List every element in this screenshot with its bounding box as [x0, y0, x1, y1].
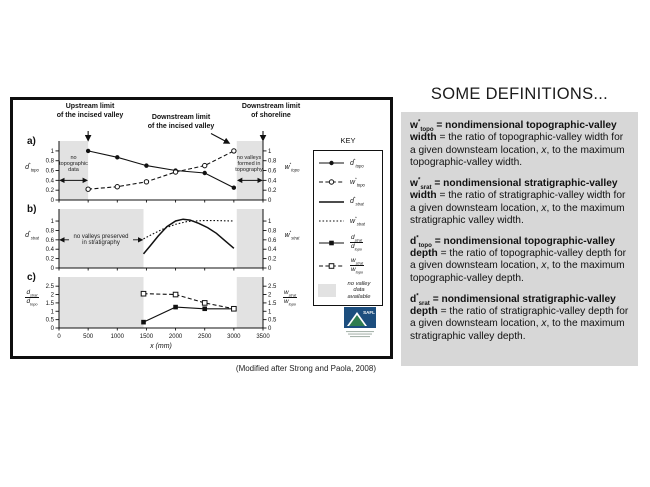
- key-entry-label: $d^*_{topo}$: [350, 157, 364, 168]
- no-data-swatch: [318, 284, 336, 297]
- key-line-sample: [318, 237, 345, 249]
- svg-text:1: 1: [268, 148, 272, 155]
- definition-item: $w^*_{topo}$ = nondimensional topographic-valley width = the ratio of topographic-valley width for a given downsteam location, x, to the maximum topographic-valley width.: [410, 118, 625, 169]
- logo-caption-line: [350, 336, 370, 337]
- series-d-strat-d-topo: [144, 307, 234, 322]
- key-entry-label: $d_{strat}$ $d_{topo}$: [351, 233, 363, 251]
- no-data-note: no valleys formed in topography: [235, 155, 263, 174]
- key-line-sample: [318, 157, 345, 169]
- key-entry-label: $d^*_{strat}$: [350, 196, 364, 207]
- figure-annotation: Upstream limit of the incised valley: [56, 103, 124, 119]
- series-d-topo: [88, 151, 234, 188]
- svg-text:0: 0: [268, 198, 272, 204]
- svg-text:500: 500: [83, 334, 94, 340]
- svg-text:0.4: 0.4: [268, 247, 277, 254]
- panel-letter: c): [27, 272, 36, 283]
- svg-text:0: 0: [57, 334, 61, 340]
- svg-text:1: 1: [268, 219, 272, 226]
- svg-text:3000: 3000: [227, 334, 241, 340]
- figure-annotation: Downstream limit of shoreline: [241, 103, 301, 119]
- definition-item: $d^*_{topo}$ = nondimensional topographic-valley depth = the ratio of topographic-valley depth for a given downsteam location, x, to the maximum topographic-valley depth.: [410, 234, 627, 284]
- svg-text:2000: 2000: [168, 334, 183, 340]
- safl-logo-text: SAFL: [363, 310, 375, 315]
- svg-text:0: 0: [50, 198, 54, 204]
- logo-caption-line: [346, 331, 374, 332]
- figure-citation: (Modified after Strong and Paola, 2008): [235, 364, 376, 373]
- series-w-strat-w-topo: [144, 294, 234, 309]
- key-line-sample: [318, 176, 345, 188]
- figure-panel: [10, 97, 393, 359]
- right-axis-label: $w^*_{topo}$: [284, 161, 300, 173]
- key-entry: [318, 157, 379, 169]
- key-entry: [318, 281, 379, 300]
- key-entry-label: $w^*_{topo}$: [350, 176, 365, 188]
- right-axis-label: $w_{strat}$ $w_{topo}$: [283, 289, 297, 306]
- series-w-topo: [88, 151, 234, 189]
- svg-text:1: 1: [268, 309, 272, 316]
- svg-text:2.5: 2.5: [45, 284, 54, 291]
- key-title: KEY: [340, 136, 356, 145]
- left-axis-label: $d^*_{topo}$: [25, 161, 39, 173]
- svg-text:2: 2: [50, 292, 54, 299]
- key-entry-label: no valley data available: [347, 280, 371, 300]
- key-entry: [318, 258, 379, 273]
- panel-c: [46, 277, 277, 350]
- svg-text:2500: 2500: [198, 334, 212, 340]
- svg-text:2: 2: [268, 292, 272, 299]
- svg-text:0.6: 0.6: [45, 168, 54, 175]
- panel-letter: b): [27, 204, 37, 215]
- key-line-sample: [318, 196, 345, 208]
- svg-text:0.8: 0.8: [45, 158, 54, 165]
- svg-text:1.5: 1.5: [45, 300, 54, 307]
- safl-logo: [341, 306, 379, 342]
- svg-text:0: 0: [268, 326, 272, 332]
- svg-text:0.4: 0.4: [45, 178, 54, 185]
- svg-text:0.8: 0.8: [268, 228, 277, 235]
- left-axis-label: $d^*_{strat}$: [25, 229, 39, 241]
- key-line-sample: [318, 215, 345, 227]
- panel-letter: a): [27, 136, 36, 147]
- svg-text:0.2: 0.2: [45, 188, 54, 195]
- key-entry: [318, 176, 379, 188]
- no-data-note: no topographic data: [59, 155, 88, 174]
- svg-text:0.5: 0.5: [45, 317, 54, 324]
- right-axis-label: $w^*_{strat}$: [284, 229, 300, 241]
- definition-item: $d^*_{srat}$ = nondimensional stratigraphic-valley depth = the ratio of stratigraphic-valley depth for a given downsteam location, x, to the maximum stratigraphic valley depth.: [410, 292, 629, 342]
- svg-text:1: 1: [50, 309, 54, 316]
- svg-text:0.5: 0.5: [268, 317, 277, 324]
- svg-text:0.6: 0.6: [268, 237, 277, 244]
- key-legend: [313, 150, 383, 306]
- svg-text:0.4: 0.4: [268, 178, 277, 185]
- svg-text:1: 1: [50, 219, 54, 226]
- definitions-panel: [401, 112, 638, 366]
- svg-text:0: 0: [50, 266, 54, 272]
- figure-annotation: Downstream limit of the incised valley: [147, 114, 215, 130]
- definitions-title: SOME DEFINITIONS...: [430, 85, 609, 103]
- svg-text:0: 0: [50, 326, 54, 332]
- key-entry: [318, 215, 379, 227]
- svg-text:0.6: 0.6: [268, 168, 277, 175]
- key-entry: [318, 235, 379, 250]
- svg-text:0.2: 0.2: [45, 256, 54, 263]
- svg-text:0.2: 0.2: [268, 188, 277, 195]
- definition-item: $w^*_{srat}$ = nondimensional stratigraphic-valley width = the ratio of stratigraphic-valley width for a given downsteam location, x, to the maximum stratigraphic valley width.: [410, 176, 626, 226]
- svg-text:0.4: 0.4: [45, 247, 54, 254]
- svg-text:1: 1: [50, 148, 54, 155]
- svg-text:1000: 1000: [110, 334, 124, 340]
- svg-text:0: 0: [268, 266, 272, 272]
- svg-text:0.2: 0.2: [268, 256, 277, 263]
- svg-text:0.8: 0.8: [45, 228, 54, 235]
- logo-caption-line: [348, 334, 372, 335]
- svg-text:1.5: 1.5: [268, 300, 277, 307]
- key-entry-label: $w^*_{strat}$: [350, 215, 365, 227]
- svg-text:0.6: 0.6: [45, 237, 54, 244]
- left-axis-label: $d_{strat}$ $d_{topo}$: [26, 289, 38, 306]
- key-line-sample: [318, 260, 345, 272]
- svg-text:3500: 3500: [256, 334, 270, 340]
- svg-text:x (mm): x (mm): [150, 343, 172, 350]
- key-entry-label: $w_{strat}$ $w_{topo}$: [351, 256, 364, 274]
- svg-text:0.8: 0.8: [268, 158, 277, 165]
- svg-text:2.5: 2.5: [268, 284, 277, 291]
- no-data-note: no valleys preserved in stratigraphy: [69, 234, 133, 246]
- key-entry: [318, 196, 379, 208]
- svg-text:1500: 1500: [139, 334, 154, 340]
- series-d-strat: [144, 219, 234, 254]
